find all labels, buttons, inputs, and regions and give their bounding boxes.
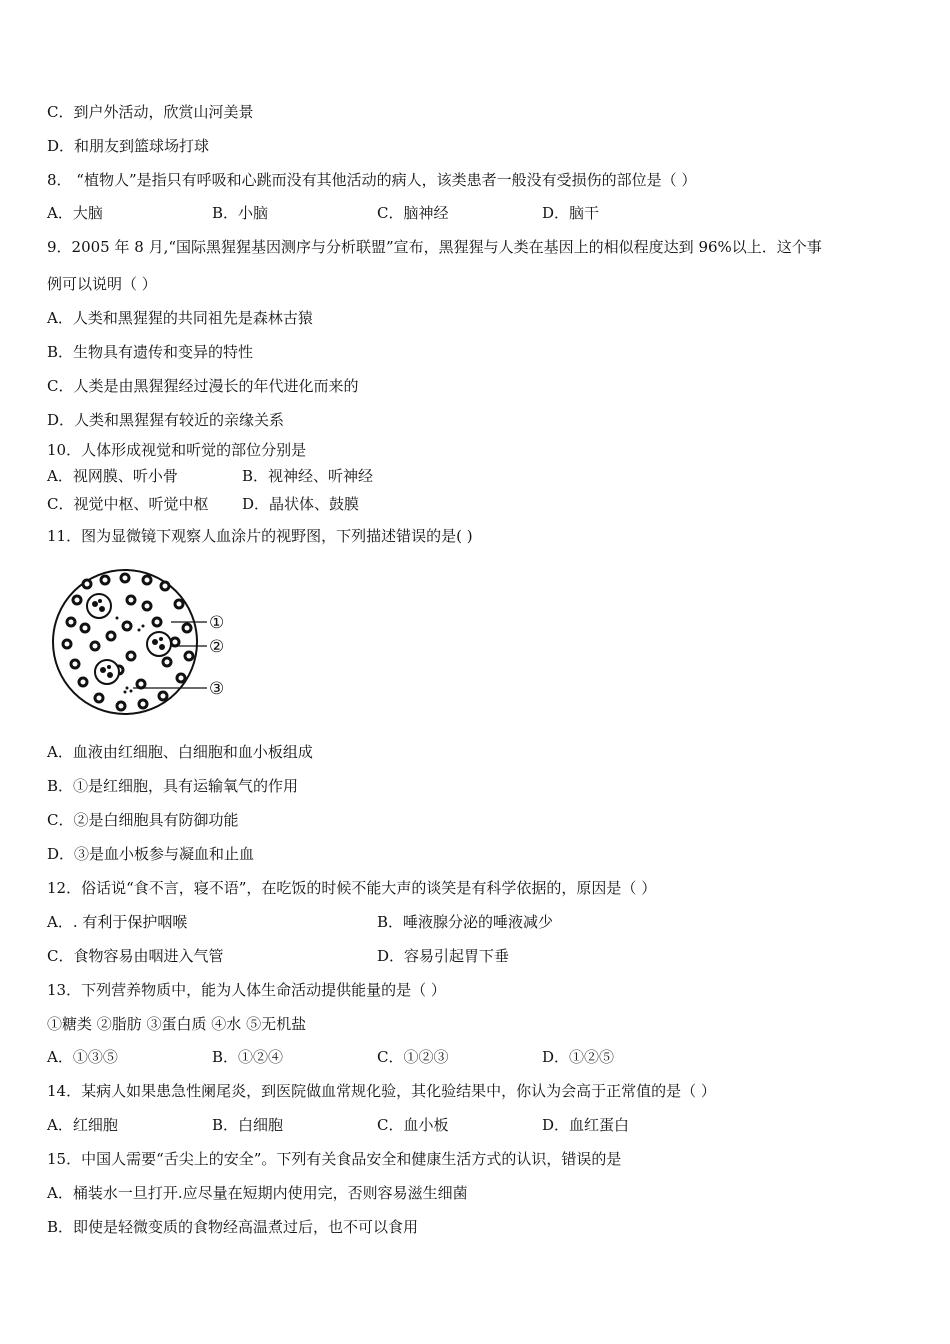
q12-option-a: A．. 有利于保护咽喉 <box>47 913 188 931</box>
q13-option-a: A．①③⑤ <box>47 1048 118 1066</box>
q8-option-d: D．脑干 <box>542 204 600 222</box>
q15-option-a: A．桶装水一旦打开.应尽量在短期内使用完，否则容易滋生细菌 <box>47 1184 468 1202</box>
q10-stem: 10．人体形成视觉和听觉的部位分别是 <box>47 441 307 459</box>
q7-option-c: C．到户外活动，欣赏山河美景 <box>47 103 254 121</box>
q14-option-b: B．白细胞 <box>212 1116 284 1134</box>
q8-option-b: B．小脑 <box>212 204 269 222</box>
q15-stem: 15．中国人需要“舌尖上的安全”。下列有关食品安全和健康生活方式的认识，错误的是 <box>47 1150 622 1168</box>
q11-option-c: C．②是白细胞具有防御功能 <box>47 811 239 829</box>
blood-smear-figure <box>47 566 247 726</box>
q12-option-c: C．食物容易由咽进入气管 <box>47 947 224 965</box>
q12-option-b: B．唾液腺分泌的唾液减少 <box>377 913 554 931</box>
q8-option-a: A．大脑 <box>47 204 103 222</box>
q8-option-c: C．脑神经 <box>377 204 449 222</box>
q8-stem: 8． “植物人”是指只有呼吸和心跳而没有其他活动的病人，该类患者一般没有受损伤的部位是（ ） <box>47 171 697 189</box>
blood-smear-svg <box>47 566 247 722</box>
q14-option-d: D．血红蛋白 <box>542 1116 630 1134</box>
q13-stem: 13．下列营养物质中，能为人体生命活动提供能量的是（ ） <box>47 981 446 999</box>
q10-option-a: A．视网膜、听小骨 <box>47 467 178 485</box>
q11-option-b: B．①是红细胞，具有运输氧气的作用 <box>47 777 299 795</box>
q13-option-b: B．①②④ <box>212 1048 284 1066</box>
q11-option-a: A．血液由红细胞、白细胞和血小板组成 <box>47 743 313 761</box>
q14-option-c: C．血小板 <box>377 1116 449 1134</box>
q14-option-a: A．红细胞 <box>47 1116 118 1134</box>
label-1: ① <box>209 613 225 633</box>
q13-option-c: C．①②③ <box>377 1048 449 1066</box>
q11-option-d: D．③是血小板参与凝血和止血 <box>47 845 255 863</box>
q9-stem-line1: 9．2005 年 8 月,“国际黑猩猩基因测序与分析联盟”宣布，黑猩猩与人类在基因上的相似程度达到 96%以上．这个事 <box>47 238 822 256</box>
label-3: ③ <box>209 679 225 699</box>
q15-option-b: B．即使是轻微变质的食物经高温煮过后，也不可以食用 <box>47 1218 419 1236</box>
q9-option-d: D．人类和黑猩猩有较近的亲缘关系 <box>47 411 285 429</box>
label-2: ② <box>209 637 225 657</box>
q14-stem: 14．某病人如果患急性阑尾炎，到医院做血常规化验，其化验结果中，你认为会高于正常值的是（ ） <box>47 1082 716 1100</box>
q9-stem-line2: 例可以说明（ ） <box>47 275 157 293</box>
q12-stem: 12．俗话说“食不言，寝不语”，在吃饭的时候不能大声的谈笑是有科学依据的，原因是（ ） <box>47 879 657 897</box>
q9-option-b: B．生物具有遗传和变异的特性 <box>47 343 254 361</box>
q13-items: ①糖类 ②脂肪 ③蛋白质 ④水 ⑤无机盐 <box>47 1015 307 1033</box>
q12-option-d: D．容易引起胃下垂 <box>377 947 510 965</box>
q11-stem: 11．图为显微镜下观察人血涂片的视野图，下列描述错误的是( ) <box>47 527 473 545</box>
q13-option-d: D．①②⑤ <box>542 1048 615 1066</box>
q7-option-d: D．和朋友到篮球场打球 <box>47 137 210 155</box>
q10-option-d: D．晶状体、鼓膜 <box>242 495 360 513</box>
q9-option-a: A．人类和黑猩猩的共同祖先是森林古猿 <box>47 309 313 327</box>
q9-option-c: C．人类是由黑猩猩经过漫长的年代进化而来的 <box>47 377 359 395</box>
q10-option-b: B．视神经、听神经 <box>242 467 374 485</box>
q10-option-c: C．视觉中枢、听觉中枢 <box>47 495 209 513</box>
